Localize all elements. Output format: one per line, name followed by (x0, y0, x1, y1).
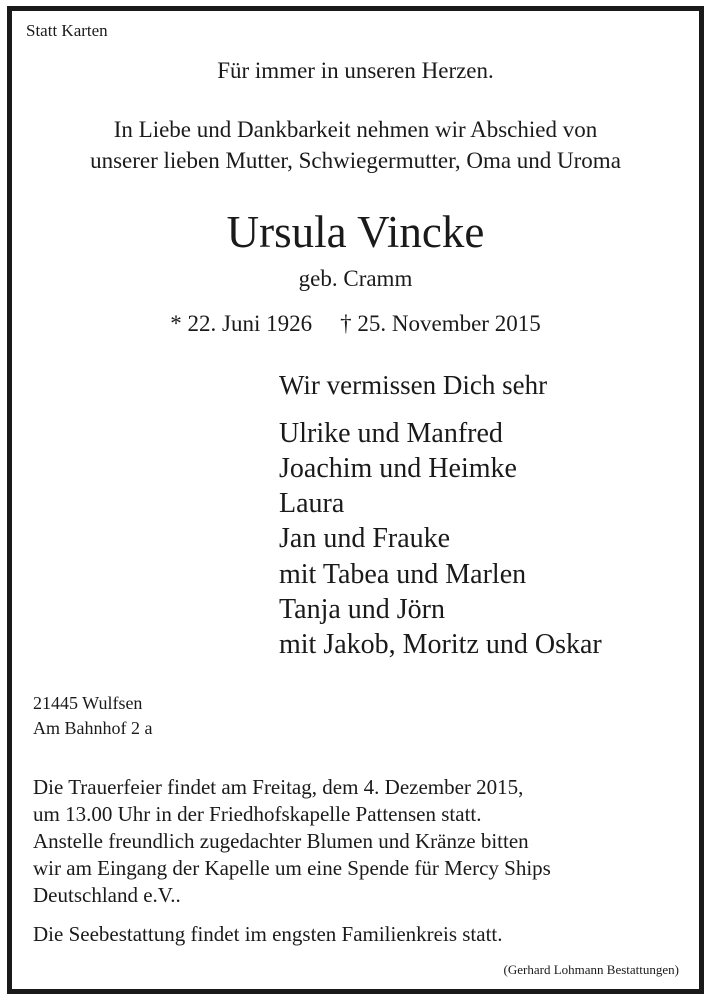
intro-motto: Für immer in unseren Herzen. (217, 58, 494, 83)
family-member: Joachim und Heimke (279, 453, 517, 484)
funeral-home-credit: (Gerhard Lohmann Bestattungen) (503, 962, 679, 977)
ceremony-line: wir am Eingang der Kapelle um eine Spende für Mercy Ships (33, 856, 551, 880)
maiden-name: geb. Cramm (298, 266, 413, 291)
family-heading: Wir vermissen Dich sehr (279, 370, 548, 400)
family-member: mit Tabea und Marlen (279, 559, 527, 590)
family-member: Tanja und Jörn (279, 594, 446, 625)
intro-line-2: unserer lieben Mutter, Schwiegermutter, Oma und Uroma (90, 148, 621, 173)
family-member: Jan und Frauke (279, 523, 451, 554)
family-member: mit Jakob, Moritz und Oskar (279, 629, 602, 660)
death-date: † 25. November 2015 (340, 311, 541, 336)
ceremony-line: Anstelle freundlich zugedachter Blumen und Kränze bitten (33, 829, 529, 853)
family-member: Ulrike und Manfred (279, 418, 503, 449)
life-dates (0, 311, 711, 337)
address-street: Am Bahnhof 2 a (33, 718, 153, 738)
ceremony-line: Die Trauerfeier findet am Freitag, dem 4. Dezember 2015, (33, 775, 524, 799)
statt-karten-label: Statt Karten (26, 21, 108, 40)
ceremony-line: Deutschland e.V.. (33, 883, 181, 907)
deceased-name: Ursula Vincke (226, 207, 485, 257)
burial-note: Die Seebestattung findet im engsten Familienkreis statt. (33, 922, 503, 946)
birth-date: * 22. Juni 1926 (170, 311, 313, 336)
ceremony-line: um 13.00 Uhr in der Friedhofskapelle Pattensen statt. (33, 802, 482, 826)
family-member: Laura (279, 488, 345, 519)
intro-line-1: In Liebe und Dankbarkeit nehmen wir Abschied von (113, 117, 598, 142)
address-city: 21445 Wulfsen (33, 693, 143, 713)
